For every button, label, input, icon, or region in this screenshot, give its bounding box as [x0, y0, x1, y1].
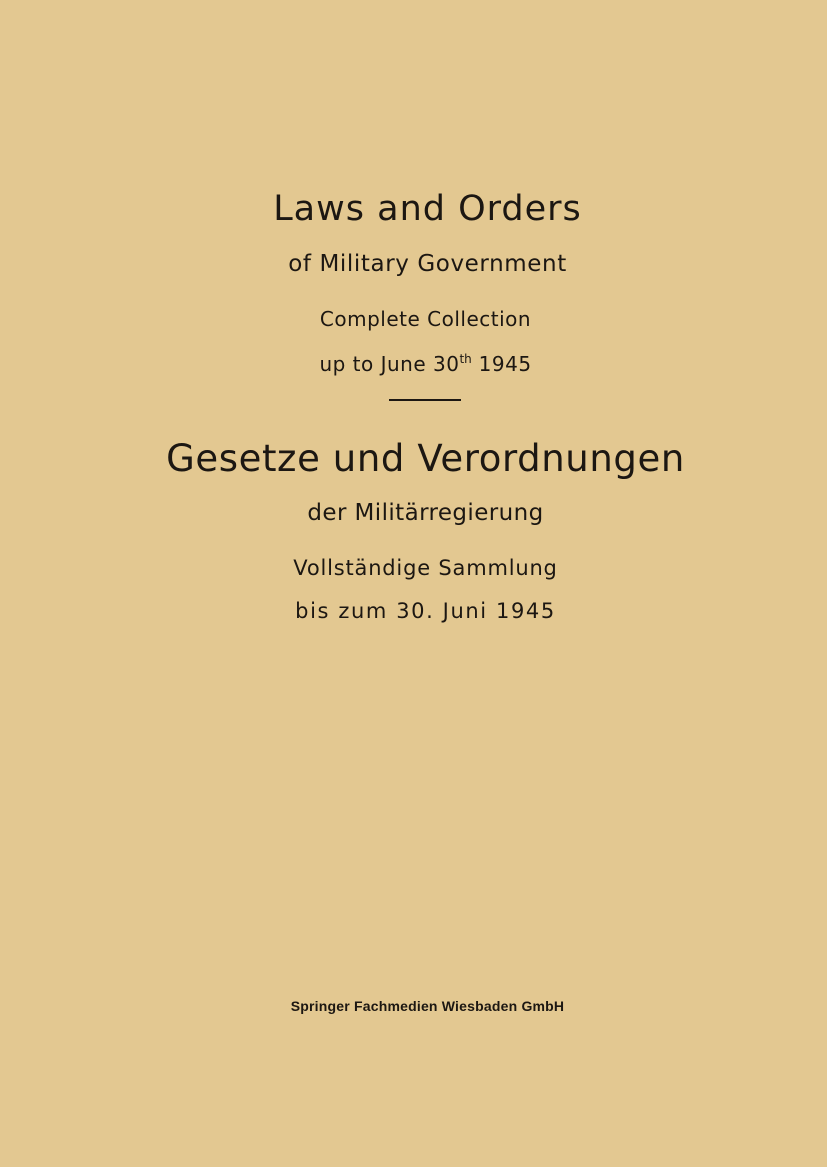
- english-collection-note: Complete Collection: [319, 307, 532, 331]
- german-collection-note: Vollständige Sammlung: [293, 556, 558, 580]
- english-date-prefix: up to June 30: [319, 352, 460, 376]
- publisher-name: Springer Fachmedien Wiesbaden GmbH: [290, 998, 565, 1014]
- german-date-line: bis zum 30. Juni 1945: [295, 599, 556, 623]
- german-subtitle: der Militärregierung: [307, 500, 544, 526]
- english-subtitle: of Military Government: [288, 251, 567, 277]
- english-date-year: 1945: [471, 352, 532, 376]
- english-date-ordinal: th: [459, 352, 472, 366]
- english-title: Laws and Orders: [273, 189, 582, 229]
- section-divider: [389, 399, 461, 401]
- german-title: Gesetze und Verordnungen: [166, 437, 685, 480]
- english-date-line: [12, 353, 827, 374]
